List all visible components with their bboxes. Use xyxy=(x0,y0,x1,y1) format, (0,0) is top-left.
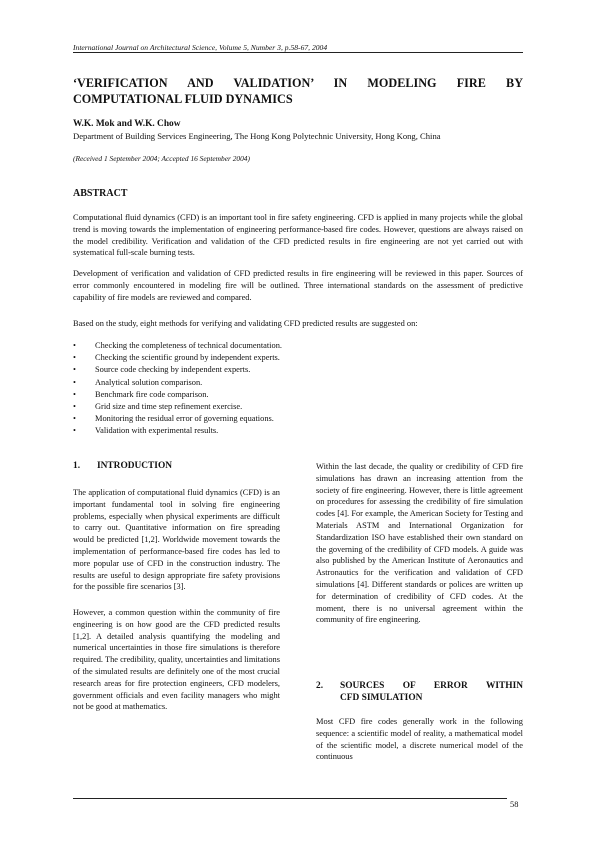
list-item xyxy=(73,401,523,413)
abstract-heading: ABSTRACT xyxy=(73,188,128,199)
bullet-icon: • xyxy=(73,389,76,399)
list-item xyxy=(73,352,523,364)
list-item xyxy=(73,413,523,425)
list-item xyxy=(73,364,523,376)
abstract-paragraph: Development of verification and validation of CFD predicted results in fire engineering will be reviewed in this paper. Sources of error commonly encountered in modeling fire will be outlined. Three international standards on the assessment of predictive capability of fire models are reviewed and compared. xyxy=(73,269,523,302)
bullet-icon: • xyxy=(73,414,76,424)
affiliation: Department of Building Services Engineering, The Hong Kong Polytechnic University, Hong Kong, China xyxy=(73,131,441,141)
section-heading-line-1 xyxy=(316,681,523,693)
list-item-text: Monitoring the residual error of governing equations. xyxy=(95,414,274,424)
list-item-text: Source code checking by independent experts. xyxy=(95,365,251,375)
journal-citation: International Journal on Architectural Science, Volume 5, Number 3, p.58-67, 2004 xyxy=(73,43,328,52)
list-item-text: Grid size and time step refinement exercise. xyxy=(95,402,243,412)
section-number: 2. xyxy=(316,681,324,691)
section-title: INTRODUCTION xyxy=(97,461,173,471)
list-item-text: Analytical solution comparison. xyxy=(95,377,203,387)
bullet-icon: • xyxy=(73,341,76,350)
list-item-text: Benchmark fire code comparison. xyxy=(95,389,209,399)
list-item xyxy=(73,377,523,389)
bullet-icon: • xyxy=(73,402,76,412)
body-paragraph: Most CFD fire codes generally work in the following sequence: a scientific model of reality, a mathematical model of the scientific model, a discrete numerical model of the continuous xyxy=(316,717,523,762)
list-item-text: Checking the scientific ground by independent experts. xyxy=(95,353,280,363)
section-title-continued: CFD SIMULATION xyxy=(340,692,423,703)
title-line-1: ‘VERIFICATION AND VALIDATION’ IN MODELING FIRE BY xyxy=(73,76,523,90)
page-number: 58 xyxy=(510,800,519,809)
list-item xyxy=(73,389,523,401)
list-item-text: Checking the completeness of technical documentation. xyxy=(95,341,282,350)
paper-title xyxy=(73,75,523,107)
section-number: 1. xyxy=(73,461,81,471)
bullet-icon: • xyxy=(73,365,76,375)
bullet-icon: • xyxy=(73,426,76,436)
methods-list xyxy=(73,340,523,438)
authors: W.K. Mok and W.K. Chow xyxy=(73,119,181,129)
bullet-icon: • xyxy=(73,377,76,387)
abstract-paragraph: Based on the study, eight methods for verifying and validating CFD predicted results are suggested on: xyxy=(73,319,418,328)
body-paragraph: The application of computational fluid dynamics (CFD) is an important fundamental tool in solving fire engineering problems, especially when physical experiments are difficult to carry out. Quantitative information on fire spreading would be predicted [1,2]. Worldwide movement towards the implementation of performance-based fire codes has led to more popular use of CFD in the construction industry. The results are useful to design appropriate fire safety provisions for the possible fire scenarios [3]. xyxy=(73,488,280,592)
header-divider xyxy=(73,52,523,53)
section-title: SOURCES OF ERROR WITHIN xyxy=(340,681,523,691)
list-item-text: Validation with experimental results. xyxy=(95,426,219,436)
footer-divider xyxy=(73,798,507,799)
title-line-2: COMPUTATIONAL FLUID DYNAMICS xyxy=(73,92,293,106)
body-paragraph: However, a common question within the community of fire engineering is on how good are the CFD predicted results [1,2]. A detailed analysis quantifying the modeling and numerical uncertainties in those fire simulations is therefore required. The credibility, quality, uncertainties and limitations of the simulated results are definitely one of the most crucial research areas for fire protection engineers, CFD modelers, government officials and even facility managers who might not be good at mathematics. xyxy=(73,608,280,712)
bullet-icon: • xyxy=(73,353,76,363)
list-item xyxy=(73,425,523,437)
abstract-paragraph: Computational fluid dynamics (CFD) is an important tool in fire safety engineering. CFD is applied in many projects while the global trend is moving towards the implementation of engineering performance-based fire codes. However, questions are always raised on the model credibility. Verification and validation of the CFD predicted results in fire engineering are not yet carried out with systematical full-scale burning tests. xyxy=(73,213,523,258)
section-heading xyxy=(73,461,172,471)
received-date: (Received 1 September 2004; Accepted 16 September 2004) xyxy=(73,154,250,163)
list-item xyxy=(73,340,523,352)
body-paragraph: Within the last decade, the quality or credibility of CFD fire simulations has drawn an increasing attention from the society of fire engineering. However, there is little agreement on procedures for assessing the credibility of fire simulation codes [4]. For example, the American Society for Testing and Materials ASTM and International Organization for Standardization ISO have established their own standard on the governing of the credibility of CFD models. A guide was also published by the American Institute of Aeronautics and Astronautics for the verification and validation of CFD simulations [4]. Different standards or polices are written up for determination of credibility of CFD codes. At the moment, there is no universal agreement within the community of fire engineering. xyxy=(316,462,523,625)
section-heading xyxy=(316,681,523,704)
